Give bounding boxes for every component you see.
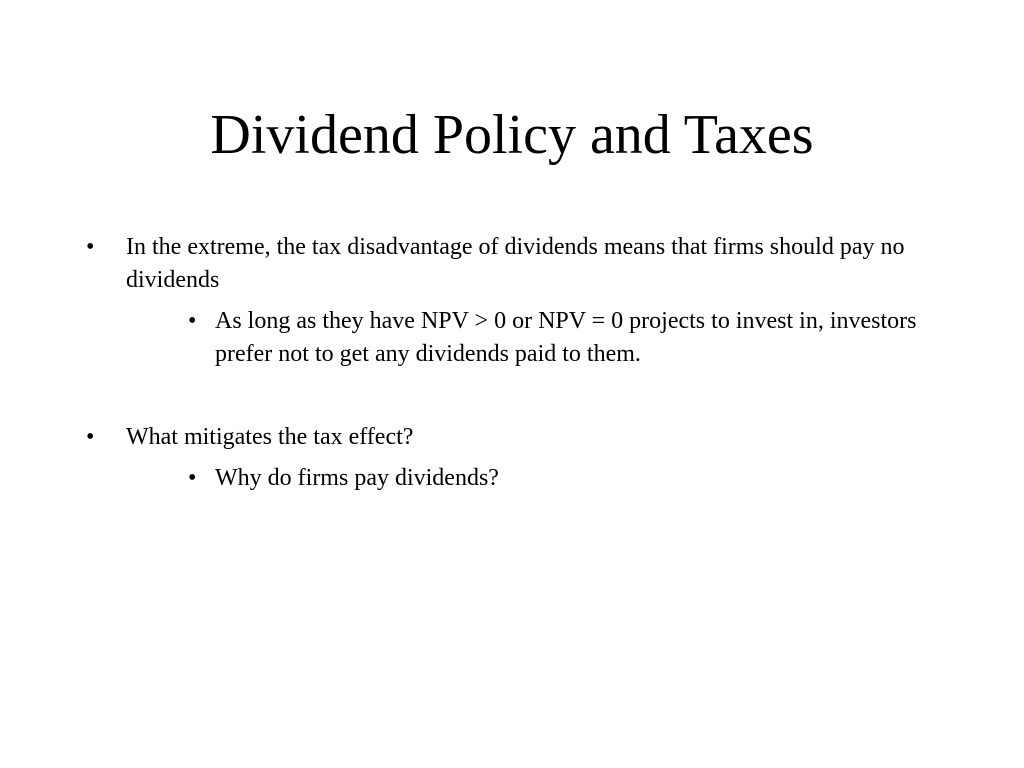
sub-bullet-item [188,462,968,497]
bullet-item [86,231,946,301]
sub-bullet-text: Why do firms pay dividends? [215,465,499,491]
sub-bullet-marker: • [188,465,197,491]
bullet-text: What mitigates the tax effect? [126,424,414,450]
sub-bullet-text: As long as they have NPV > 0 or NPV = 0 projects to invest in, investors prefer not to get any dividends paid to them. [215,308,917,367]
bullet-item [86,421,946,456]
slide-title: Dividend Policy and Taxes [210,104,814,166]
bullet-marker: • [86,234,95,260]
sub-bullet-item [188,305,968,375]
bullet-marker: • [86,424,95,450]
sub-bullet-marker: • [188,308,197,334]
bullet-text: In the extreme, the tax disadvantage of dividends means that firms should pay no dividends [126,234,905,293]
